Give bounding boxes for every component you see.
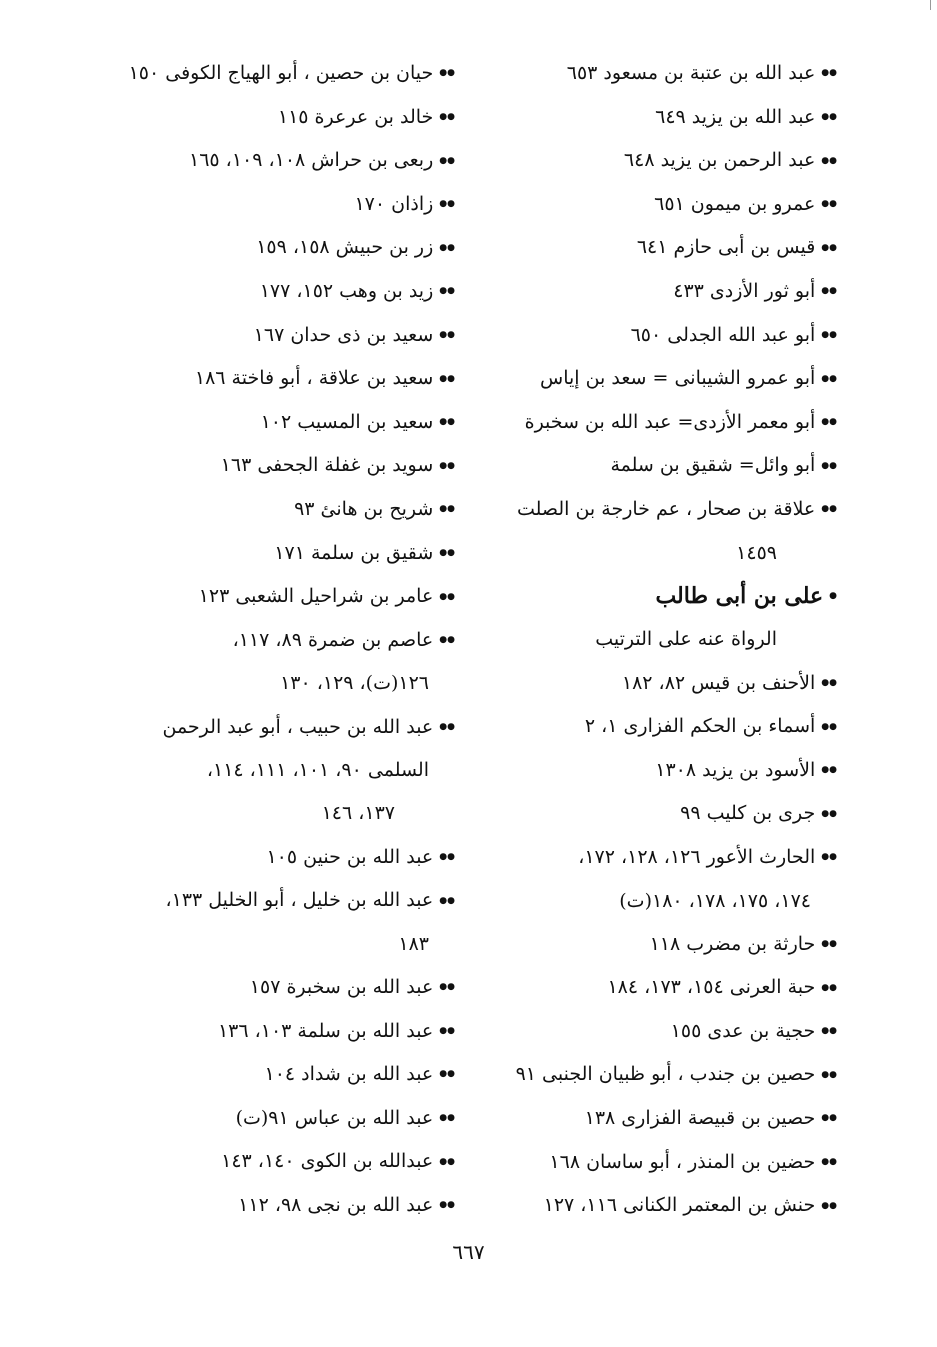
- index-entry: ●●حارثة بن مضرب ١١٨: [649, 932, 837, 955]
- bullet-icon: ●●: [821, 242, 837, 253]
- index-entry: ●●أبو وائل= شقيق بن سلمة: [610, 454, 837, 477]
- right-column: [497, 52, 837, 1228]
- index-entry: ●●سويد بن غفلة الجحفى ١٦٣: [220, 454, 455, 477]
- index-entry: ●●قيس بن أبى حازم ٦٤١: [636, 236, 837, 259]
- bullet-icon: ●●: [439, 111, 455, 122]
- index-entry: ●●أسماء بن الحكم الفزارى ١، ٢: [584, 715, 837, 738]
- bullet-icon: ●●: [439, 286, 455, 297]
- bullet-icon: ●●: [821, 68, 837, 79]
- entry-continuation: ١٤٥٩: [736, 541, 777, 564]
- index-entry: ●●أبو عمرو الشيبانى = سعد بن إياس: [540, 367, 837, 390]
- bullet-icon: ●●: [439, 1200, 455, 1211]
- bullet-icon: ●●: [821, 982, 837, 993]
- bullet-icon: ●●: [821, 1026, 837, 1037]
- bullet-icon: ●●: [821, 765, 837, 776]
- index-entry: ●●حصين بن جندب ، أبو ظبيان الجنبى ٩١: [515, 1063, 837, 1086]
- bullet-icon: ●●: [439, 982, 455, 993]
- entry-continuation: السلمى ٩٠، ١٠١، ١١١، ١١٤،: [206, 759, 429, 782]
- index-entry: ●●الأسود بن يزيد ١٣٠٨: [655, 758, 837, 781]
- index-entry: ●●شريح بن هانئ ٩٣: [294, 497, 455, 520]
- index-entry: ●●عبد الله بن حبيب ، أبو عبد الرحمن: [162, 715, 455, 738]
- left-column: [110, 52, 455, 1227]
- index-entry: ●●عبدالله بن الكوى ١٤٠، ١٤٣: [221, 1150, 455, 1173]
- bullet-icon: ●●: [821, 808, 837, 819]
- bullet-icon: ●●: [439, 242, 455, 253]
- index-entry: ●●سعيد بن المسيب ١٠٢: [260, 410, 455, 433]
- bullet-icon: ●●: [821, 1200, 837, 1211]
- bullet-icon: ●●: [821, 199, 837, 210]
- index-entry: ●●عاصم بن ضمرة ٨٩، ١١٧،: [232, 628, 455, 651]
- index-entry: ●●أبو عبد الله الجدلى ٦٥٠: [630, 323, 837, 346]
- entry-continuation: ١٧٤، ١٧٥، ١٧٨، ١٨٠(ت): [619, 889, 811, 912]
- index-entry: ●●عبد الله بن حنين ١٠٥: [266, 845, 455, 868]
- bullet-icon: ●●: [439, 1113, 455, 1124]
- section-subheading: الرواة عنه على الترتيب: [595, 628, 777, 651]
- bullet-icon: ●●: [821, 373, 837, 384]
- scan-edge-mark: [930, 0, 931, 10]
- index-entry: ●●عبد الله بن نجى ٩٨، ١١٢: [238, 1193, 455, 1216]
- index-entry: ●●زيد بن وهب ١٥٢، ١٧٧: [259, 279, 455, 302]
- index-entry: ●●زاذان ١٧٠: [354, 192, 455, 215]
- bullet-icon: ●●: [439, 1156, 455, 1167]
- bullet-icon: ●●: [439, 329, 455, 340]
- bullet-icon: ●●: [439, 895, 455, 906]
- bullet-icon: ●●: [821, 1069, 837, 1080]
- index-entry: ●●ربعى بن حراش ١٠٨، ١٠٩، ١٦٥: [189, 149, 455, 172]
- index-entry: ●●الحارث الأعور ١٢٦، ١٢٨، ١٧٢،: [578, 845, 837, 868]
- bullet-icon: ●●: [821, 721, 837, 732]
- index-entry: ●●سعيد بن علاقة ، أبو فاختة ١٨٦: [194, 367, 455, 390]
- index-entry: ●●عبد الله بن سخبرة ١٥٧: [249, 975, 455, 998]
- bullet-icon: ●●: [439, 1069, 455, 1080]
- index-entry: ●●حجية بن عدى ١٥٥: [670, 1019, 837, 1042]
- index-entry: ●●عبد الله بن عتبة بن مسعود ٦٥٣: [566, 62, 837, 84]
- page-number: ٦٦٧: [452, 1240, 485, 1264]
- index-entry: ●●عبد الله بن سلمة ١٠٣، ١٣٦: [217, 1019, 455, 1042]
- index-entry: ●●عبد الله بن عباس ٩١(ت): [235, 1106, 455, 1129]
- bullet-icon: ●●: [439, 635, 455, 646]
- index-entry: ●●جرى بن كليب ٩٩: [680, 802, 837, 825]
- index-entry: ●●شقيق بن سلمة ١٧١: [274, 541, 455, 564]
- index-entry: ●●عبد الله بن خليل ، أبو الخليل ١٣٣،: [165, 889, 455, 912]
- index-entry: ●●زر بن حبيش ١٥٨، ١٥٩: [256, 236, 455, 259]
- section-heading: ●على بن أبى طالب: [655, 582, 837, 609]
- bullet-icon: ●●: [821, 417, 837, 428]
- bullet-icon: ●●: [821, 852, 837, 863]
- bullet-icon: ●●: [439, 547, 455, 558]
- entry-continuation: ١٨٣: [398, 932, 429, 955]
- bullet-icon: ●●: [821, 111, 837, 122]
- bullet-icon: ●●: [821, 939, 837, 950]
- bullet-icon: ●●: [821, 460, 837, 471]
- index-entry: ●●عبد الله بن شداد ١٠٤: [264, 1063, 455, 1086]
- index-entry: ●●حضين بن المنذر ، أبو ساسان ١٦٨: [549, 1150, 837, 1173]
- index-entry: ●●حيان بن حصين ، أبو الهياج الكوفى ١٥٠: [128, 62, 455, 84]
- index-entry: ●●أبو ثور الأزدى ٤٣٣: [673, 279, 837, 302]
- index-entry: ●●عبد الله بن يزيد ٦٤٩: [655, 105, 837, 128]
- index-entry: ●●عمرو بن ميمون ٦٥١: [654, 192, 837, 215]
- bullet-icon: ●●: [439, 199, 455, 210]
- index-entry: ●●علاقة بن صحار ، عم خارجة بن الصلت: [516, 497, 837, 520]
- bullet-icon: ●●: [439, 460, 455, 471]
- index-entry: ●●حبة العرنى ١٥٤، ١٧٣، ١٨٤: [607, 976, 837, 999]
- bullet-icon: ●●: [821, 329, 837, 340]
- bullet-icon: ●●: [439, 417, 455, 428]
- bullet-icon: ●●: [439, 851, 455, 862]
- index-entry: ●●عامر بن شراحيل الشعبى ١٢٣: [198, 585, 455, 608]
- entry-continuation: ١٣٧، ١٤٦: [321, 802, 395, 825]
- bullet-icon: ●●: [439, 155, 455, 166]
- bullet-icon: ●●: [439, 373, 455, 384]
- bullet-icon: ●●: [821, 155, 837, 166]
- bullet-icon: ●●: [439, 68, 455, 79]
- entry-continuation: ١٢٦(ت)، ١٢٩، ١٣٠: [280, 672, 429, 695]
- index-entry: ●●أبو معمر الأزدى= عبد الله بن سخبرة: [524, 410, 837, 433]
- index-entry: ●●حنش بن المعتمر الكنانى ١١٦، ١٢٧: [543, 1194, 837, 1217]
- bullet-icon: ●●: [439, 721, 455, 732]
- bullet-icon: ●●: [821, 1157, 837, 1168]
- bullet-icon: ●●: [821, 1113, 837, 1124]
- bullet-icon: ●●: [439, 504, 455, 515]
- bullet-icon: ●●: [821, 504, 837, 515]
- index-entry: ●●حصين بن قبيصة الفزارى ١٣٨: [584, 1107, 837, 1130]
- bullet-icon: ●●: [439, 591, 455, 602]
- index-entry: ●●عبد الرحمن بن يزيد ٦٤٨: [623, 149, 837, 172]
- index-entry: ●●سعيد بن ذى حدان ١٦٧: [253, 323, 455, 346]
- bullet-icon: ●●: [821, 677, 837, 688]
- bullet-icon: ●●: [439, 1025, 455, 1036]
- bullet-icon: ●●: [821, 286, 837, 297]
- index-entry: ●●خالد بن عرعرة ١١٥: [277, 105, 455, 128]
- index-entry: ●●الأحنف بن قيس ٨٢، ١٨٢: [621, 671, 837, 694]
- bullet-icon: ●: [829, 591, 837, 602]
